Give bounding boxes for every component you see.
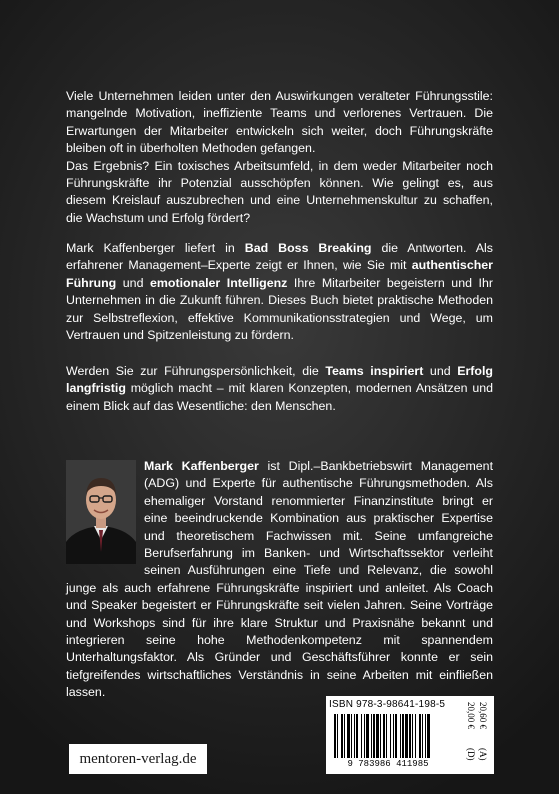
emphasis-teams: Teams inspiriert: [325, 364, 424, 378]
emphasis-authentic-leadership: authentischer Führung: [66, 258, 493, 290]
desc-text-c: und: [116, 275, 151, 290]
barcode-icon: [330, 714, 460, 760]
barcode-box: [326, 696, 494, 774]
closing-text-a: Werden Sie zur Führungspersönlichkeit, die: [66, 364, 326, 378]
publisher-logo: [69, 744, 207, 774]
country-code-a: (A): [478, 748, 488, 761]
author-name: Mark Kaffenberger: [144, 459, 259, 473]
intro-paragraph: [66, 88, 493, 227]
author-portrait-icon: [66, 460, 136, 564]
emphasis-success: Erfolg langfristig: [66, 364, 493, 396]
barcode-digits: 9 783986 411985: [347, 759, 429, 769]
publisher-logo-text: mentoren-verlag.de: [79, 750, 197, 767]
closing-paragraph: [66, 363, 493, 415]
closing-text-b: und: [423, 364, 458, 378]
price-de: 20,00 €: [466, 702, 476, 729]
author-photo: [66, 460, 136, 564]
author-bio: [66, 458, 493, 702]
closing-text-c: möglich macht – mit klaren Konzepten, modernen Ansätzen und einem Blick auf das Wesentliche: den Menschen.: [66, 381, 493, 413]
price-at: 20,60 €: [478, 702, 488, 729]
desc-text-d: Ihre Mitarbeiter begeistern und Ihr Unternehmen in die Zukunft führen. Dieses Buch bietet praktische Methoden zur Selbstreflexion, effektive Kommunikationsstrategien und Wege, um Vertrauen und Spitzenleistung zu fördern.: [66, 275, 493, 343]
emphasis-emotional-intelligence: emotionaler Intelligenz: [150, 275, 288, 290]
intro-text-2: Das Ergebnis? Ein toxisches Arbeitsumfeld, in dem weder Mitarbeiter noch Führungskräfte ihr Potenzial ausschöpfen können. Wie gelingt es, aus diesem Kreislauf auszubrechen und eine Unternehmenskultur zu schaffen, die Wachstum und Erfolg fördert?: [66, 158, 493, 225]
author-bio-text: ist Dipl.–Bankbetriebswirt Management (ADG) und Experte für authentische Führungsmethoden. Als ehemaliger Vorstand renommierter Finanzinstitute bringt er eine beeindruckende Kombination aus praktischer Expertise und theoretischem Fachwissen mit. Seine umfangreiche Berufserfahrung im Banken- und Wirtschaftssektor verleiht seinen Ausführungen eine Tiefe und Relevanz, die sowohl junge als auch erfahrene Führungskräfte inspiriert und anleitet. Als Coach und Speaker begeistert er Führungskräfte seit vielen Jahren. Seine Vorträge und Workshops sind für ihre klare Struktur und Praxisnähe bekannt und integrieren seine hohe Methodenkompetenz mit spannendem Unterhaltungsfaktor. Als Gründer und Geschäftsführer konnte er sein tiefgreifendes wirtschaftliches Verständnis in seine Arbeiten mit einfließen lassen.: [66, 459, 494, 700]
desc-text-b: die Antworten. Als erfahrener Management–Experte zeigt er Ihnen, wie Sie mit: [66, 241, 493, 273]
intro-text-1: Viele Unternehmen leiden unter den Auswirkungen veralteter Führungsstile: mangelnde Motivation, ineffiziente Teams und verlorenes Vertrauen. Die Erwartungen der Mitarbeiter entwickeln sich weiter, doch Führungskräfte bleiben oft in überholten Methoden gefangen.: [66, 89, 493, 156]
country-code-d: (D): [466, 748, 476, 761]
isbn-label: ISBN 978-3-98641-198-5: [329, 699, 446, 710]
desc-text-a: Mark Kaffenberger liefert in: [66, 241, 245, 255]
book-title: Bad Boss Breaking: [244, 241, 372, 255]
description-paragraph: [66, 240, 493, 344]
